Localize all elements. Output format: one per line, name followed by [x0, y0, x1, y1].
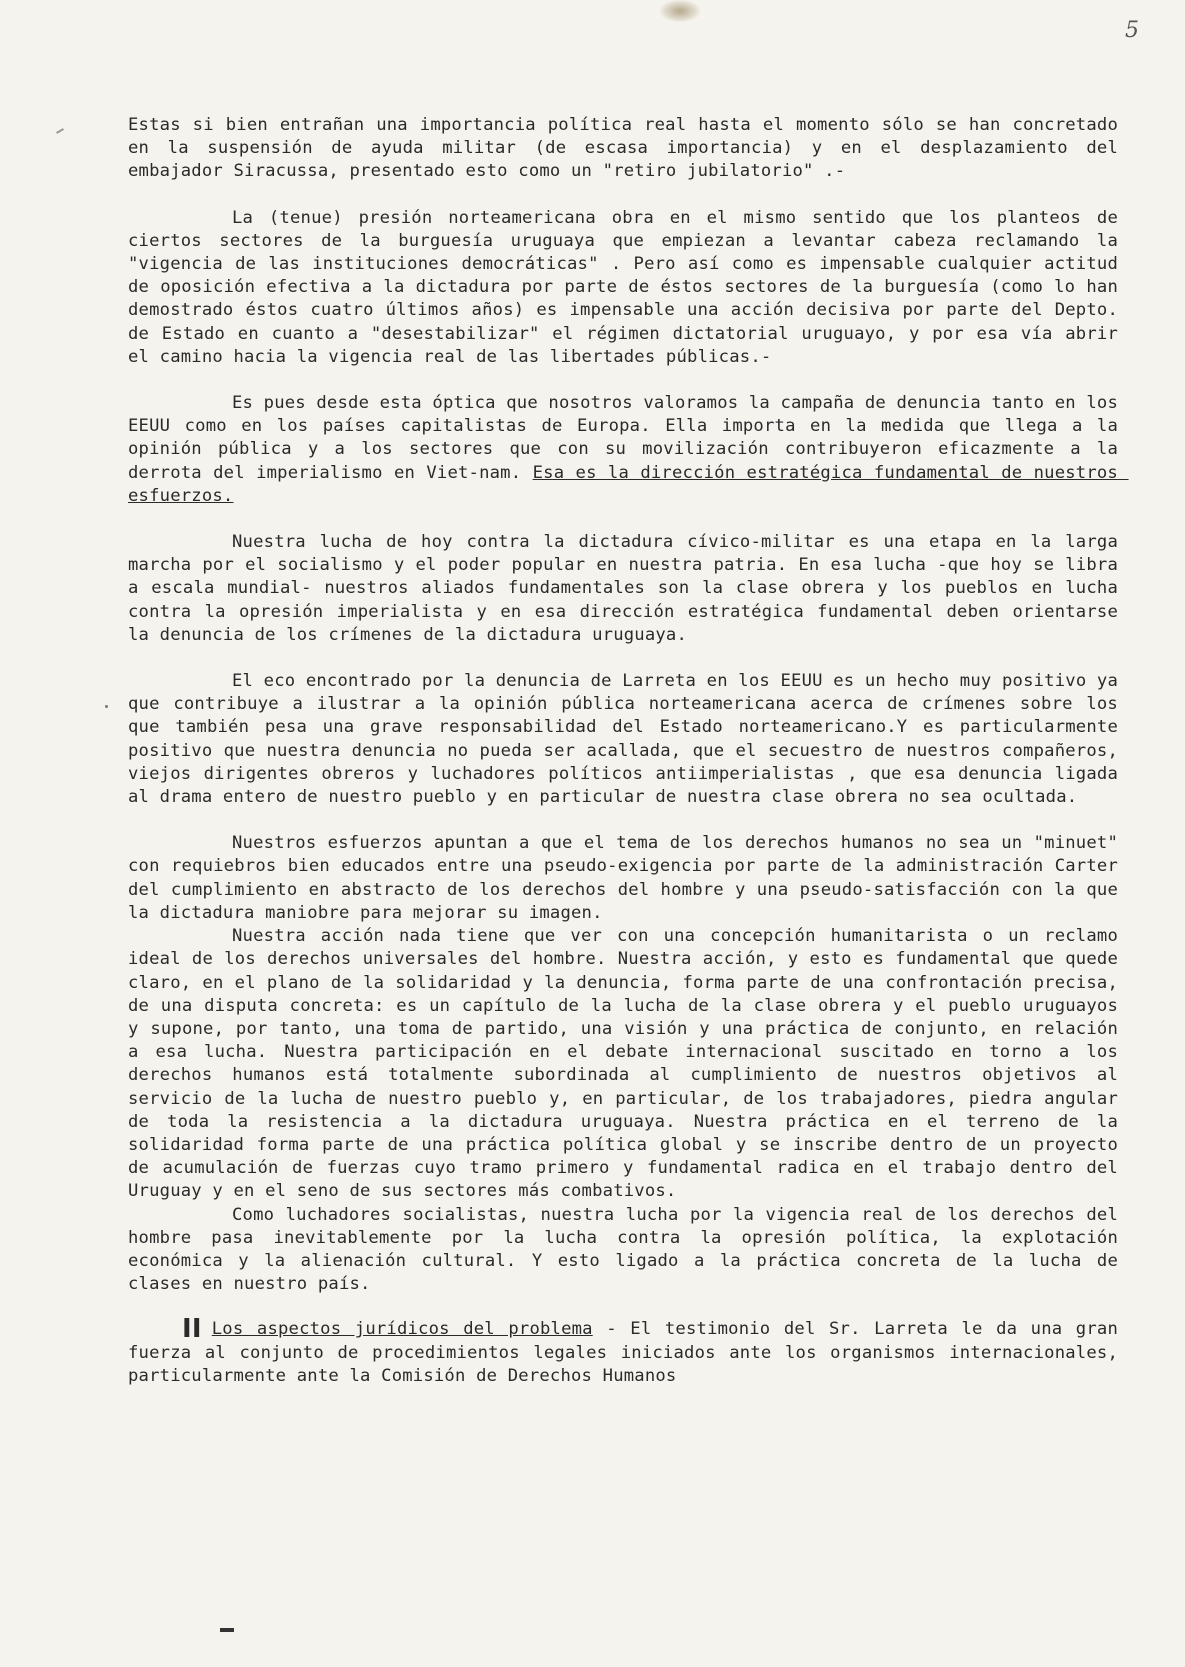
stray-mark: [56, 128, 64, 134]
section-heading: Los aspectos jurídicos del problema: [211, 1319, 593, 1340]
hand-mark: [220, 1628, 234, 1632]
document-body: [128, 114, 1129, 1388]
underlined-conclusion: Esa es la dirección estratégica fundamental de nuestros esfuerzos.: [128, 462, 1129, 506]
paragraph-6: Nuestros esfuerzos apuntan a que el tema de los derechos humanos no sea un "minuet" con requiebros bien educados entre una pseudo-exigencia por parte de la administración Carter del cumplimiento en abstracto de los derechos del hombre y una pseudo-satisfacción con la que la dictadura maniobre para mejorar su imagen.: [128, 833, 1129, 923]
paragraph-1: Estas si bien entrañan una importancia política real hasta el momento sólo se han concretado en la suspensión de ayuda militar (de escasa importancia) y en el desplazamiento del embajador Siracussa, presentado esto como un "retiro jubilatorio" .-: [128, 115, 1129, 182]
paragraph-3-text: Es pues desde esta óptica que nosotros valoramos la campaña de denuncia tanto en los EEUU como en los países capitalistas de Europa. Ella importa en la medida que llega a la opinión pública y a los sectores que con su movilización contribuyeron eficazmente a la derrota del imperialismo en Viet-nam.: [128, 393, 1129, 483]
section-text: - El testimonio del Sr. Larreta le da una gran fuerza al conjunto de procedimientos legales iniciados ante los organismos internacionales, particularmente ante la Comisión de Derechos Humanos: [128, 1319, 1129, 1386]
paper-stain: [660, 0, 700, 22]
page-number: 5: [1125, 18, 1139, 43]
paragraph-5: El eco encontrado por la denuncia de Larreta en los EEUU es un hecho muy positivo ya que contribuye a ilustrar a la opinión pública norteamericana acerca de crímenes sobre los que también pesa una grave responsabilidad del Estado norteamericano.Y es particularmente positivo que nuestra denuncia no pueda ser acallada, que el secuestro de nuestros compañeros, viejos dirigentes obreros y luchadores políticos antiimperialistas , que esa denuncia ligada al drama entero de nuestro pueblo y en particular de nuestra clase obrera no sea ocultada.: [128, 671, 1129, 808]
section-marker: II: [182, 1314, 202, 1345]
paragraph-3: [128, 392, 1129, 508]
paragraph-7: Nuestra acción nada tiene que ver con una concepción humanitarista o un reclamo ideal de los derechos universales del hombre. Nuestra acción, y esto es fundamental que quede claro, en el plano de la solidaridad y la denuncia, forma parte de una confrontación precisa, de una disputa concreta: es un capítulo de la lucha de la clase obrera y el pueblo uruguayos y supone, por tanto, una toma de partido, una visión y una práctica de conjunto, en relación a esa lucha. Nuestra participación en el debate internacional suscitado en torno a los derechos humanos está totalmente subordinada al cumplimiento de nuestros objetivos al servicio de la lucha de nuestro pueblo y, en particular, de los trabajadores, piedra angular de toda la resistencia a la dictadura uruguaya. Nuestra práctica en el terreno de la solidaridad forma parte de una práctica política global y se inscribe dentro de un proyecto de acumulación de fuerzas cuyo tramo primero y fundamental radica en el trabajo dentro del Uruguay y en el seno de sus sectores más combativos.: [128, 926, 1129, 1202]
paragraph-2: La (tenue) presión norteamericana obra en el mismo sentido que los planteos de ciertos sectores de la burguesía uruguaya que empiezan a levantar cabeza reclamando la "vigencia de las instituciones democráticas" . Pero así como es impensable cualquier actitud de oposición efectiva a la dictadura por parte de éstos sectores de la burguesía (como lo han demostrado éstos cuatro últimos años) es impensable una acción decisiva por parte del Depto. de Estado en cuanto a "desestabilizar" el régimen dictatorial uruguayo, y por esa vía abrir el camino hacia la vigencia real de las libertades públicas.-: [128, 207, 1129, 367]
stray-mark: [105, 705, 108, 708]
section-paragraph: [128, 1314, 1129, 1388]
paragraph-4: Nuestra lucha de hoy contra la dictadura cívico-militar es una etapa en la larga marcha por el socialismo y el poder popular en nuestra patria. En esa lucha -que hoy se libra a escala mundial- nuestros aliados fundamentales son la clase obrera y los pueblos en lucha contra la opresión imperialista y en esa dirección estratégica fundamental deben orientarse la denuncia de los crímenes de la dictadura uruguaya.: [128, 532, 1129, 645]
paragraph-8: Como luchadores socialistas, nuestra lucha por la vigencia real de los derechos del hombre pasa inevitablemente por la lucha contra la opresión política, la explotación económica y la alienación cultural. Y esto ligado a la práctica concreta de la lucha de clases en nuestro país.: [128, 1204, 1129, 1295]
